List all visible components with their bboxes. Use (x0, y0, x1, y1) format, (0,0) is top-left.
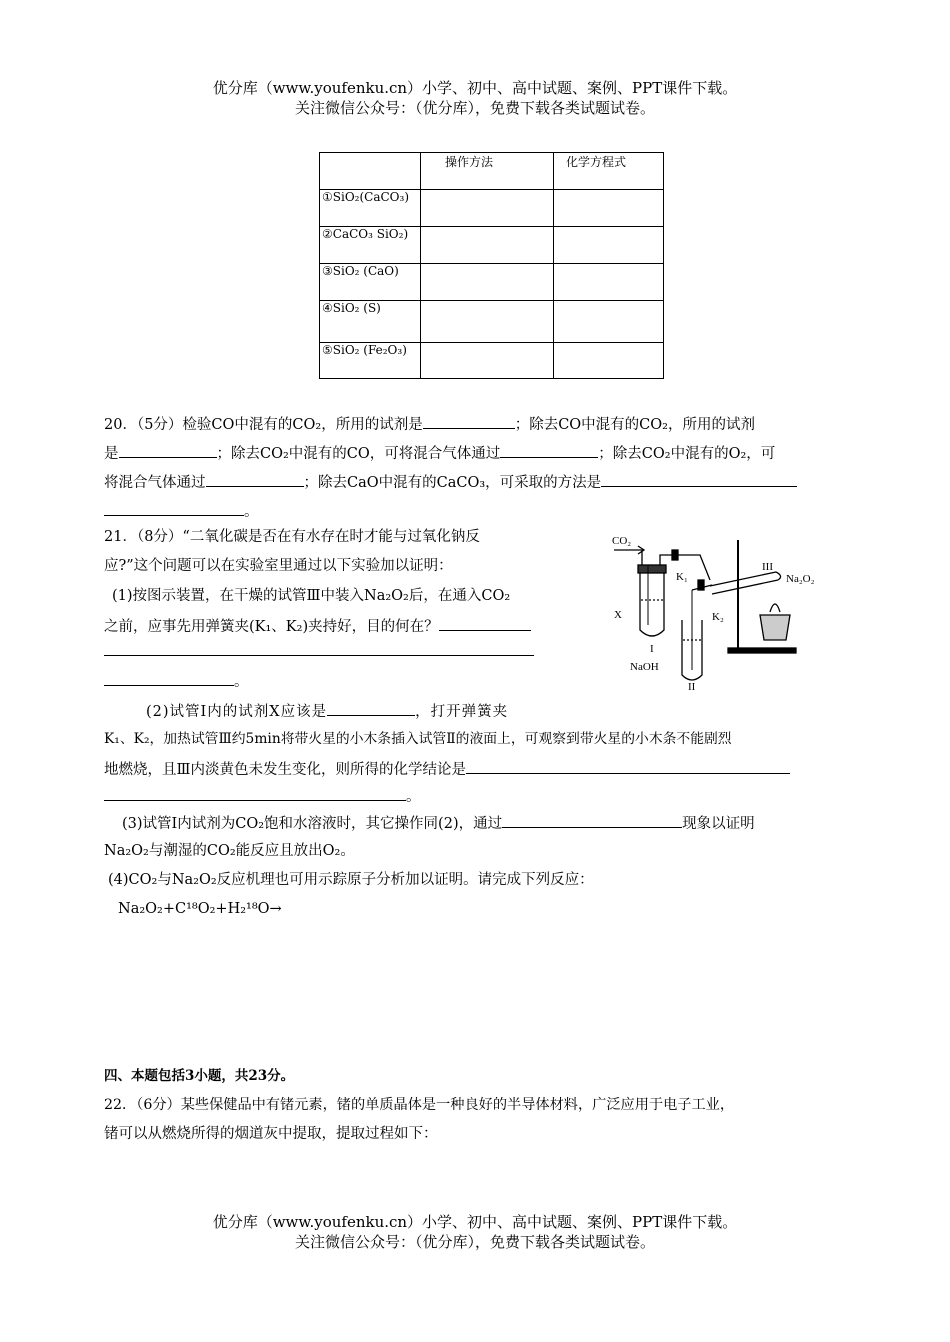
header-line-2: 关注微信公众号：（优分库），免费下载各类试题试卷。 (294, 99, 655, 117)
label-tube-3: III (762, 561, 773, 573)
clamp-k1-icon (672, 550, 678, 560)
q21-line-12: Na₂O₂与潮湿的CO₂能反应且放出O₂。 (104, 843, 355, 859)
table-row-label: ③SiO₂ (CaO) (320, 264, 421, 301)
label-tube-1: I (650, 643, 654, 655)
header-bottom (0, 1212, 950, 1252)
label-naoh: NaOH (630, 661, 659, 673)
table-header-cell (320, 153, 421, 190)
label-na2o2: Na₂O₂ (786, 573, 815, 585)
q20-line-4: 。 (104, 500, 259, 522)
q20-line-2: 是 ；除去CO₂中混有的CO，可将混合气体通过 ；除去CO₂中混有的O₂，可 (104, 442, 775, 464)
section-4-title: 四、本题包括3小题，共23分。 (104, 1068, 295, 1084)
header-top (0, 78, 950, 118)
table-header-cell: 化学方程式 (554, 153, 664, 190)
q21-line-14: Na₂O₂+C¹⁸O₂+H₂¹⁸O→ (118, 901, 282, 917)
q21-line-13: (4)CO₂与Na₂O₂反应机理也可用示踪原子分析加以证明。请完成下列反应： (108, 872, 594, 888)
answer-blank[interactable] (104, 785, 406, 801)
table-row-label: ④SiO₂ (S) (320, 301, 421, 343)
q21-line-7: (2)试管Ⅰ内的试剂X应该是 ，打开弹簧夹 (146, 700, 508, 722)
header-line-1: 优分库（www.youfenku.cn）小学、初中、高中试题、案例、PPT课件下载。 (212, 79, 738, 97)
q21-line-10: 。 (104, 785, 421, 807)
co2-inlet-tube (614, 550, 642, 565)
footer-line-2: 关注微信公众号：（优分库），免费下载各类试题试卷。 (294, 1233, 655, 1251)
tube-1 (640, 573, 664, 636)
q20-line-1: 20．（5分）检验CO中混有的CO₂，所用的试剂是 ；除去CO中混有的CO₂，所用的试剂 (104, 413, 755, 435)
q20-line-3: 将混合气体通过 ；除去CaO中混有的CaCO₃，可采取的方法是 (104, 471, 797, 493)
answer-blank[interactable] (601, 471, 797, 487)
q21-line-6: 。 (104, 670, 249, 692)
q22-line-1: 22．（6分）某些保健品中有锗元素，锗的单质晶体是一种良好的半导体材料，广泛应用于电子工业， (104, 1097, 735, 1113)
clamp-k2-icon (698, 580, 704, 590)
stopper-icon (638, 565, 666, 573)
q21-line-1: 21．（8分）“二氧化碳是否在有水存在时才能与过氧化钠反 (104, 529, 480, 545)
label-co2: CO₂ (612, 535, 632, 547)
label-k2: K₂ (712, 611, 724, 623)
apparatus-diagram (600, 530, 840, 690)
footer-line-1: 优分库（www.youfenku.cn）小学、初中、高中试题、案例、PPT课件下载。 (212, 1213, 738, 1231)
answer-blank[interactable] (119, 442, 217, 458)
table-row-label: ②CaCO₃ SiO₂) (320, 227, 421, 264)
answer-blank[interactable] (104, 500, 244, 516)
answer-blank[interactable] (439, 615, 531, 631)
answer-blank[interactable] (423, 413, 515, 429)
answer-blank[interactable] (500, 442, 598, 458)
answer-blank[interactable] (104, 670, 234, 686)
q22-line-2: 锗可以从燃烧所得的烟道灰中提取，提取过程如下： (104, 1126, 438, 1142)
q21-line-5 (104, 640, 534, 662)
q21-line-3: (1)按图示装置，在干燥的试管Ⅲ中装入Na₂O₂后，在通入CO₂ (112, 588, 511, 604)
q21-line-2: 应?”这个问题可以在实验室里通过以下实验加以证明： (104, 558, 453, 574)
answer-blank[interactable] (104, 640, 534, 656)
q21-line-8: K₁、K₂，加热试管Ⅲ约5min将带火星的小木条插入试管Ⅱ的液面上，可观察到带火星的小木条不能剧烈 (104, 731, 732, 747)
burner-icon (760, 615, 790, 640)
label-x: X (614, 609, 622, 621)
answer-blank[interactable] (502, 812, 682, 828)
answer-blank[interactable] (327, 700, 415, 716)
purification-table (319, 152, 664, 379)
answer-blank[interactable] (206, 471, 304, 487)
table-header-cell: 操作方法 (421, 153, 554, 190)
label-k1: K₁ (676, 571, 688, 583)
label-tube-2: II (688, 681, 696, 690)
answer-blank[interactable] (466, 758, 790, 774)
q21-line-11: (3)试管Ⅰ内试剂为CO₂饱和水溶液时，其它操作同(2)，通过 现象以证明 (122, 812, 755, 834)
q21-line-4: 之前，应事先用弹簧夹(K₁、K₂)夹持好，目的何在？ (104, 615, 531, 637)
tube-3 (710, 572, 778, 594)
table-row-label: ①SiO₂(CaCO₃) (320, 190, 421, 227)
table-row-label: ⑤SiO₂ (Fe₂O₃) (320, 343, 421, 379)
q21-line-9: 地燃烧，且Ⅲ内淡黄色未发生变化，则所得的化学结论是 (104, 758, 790, 780)
